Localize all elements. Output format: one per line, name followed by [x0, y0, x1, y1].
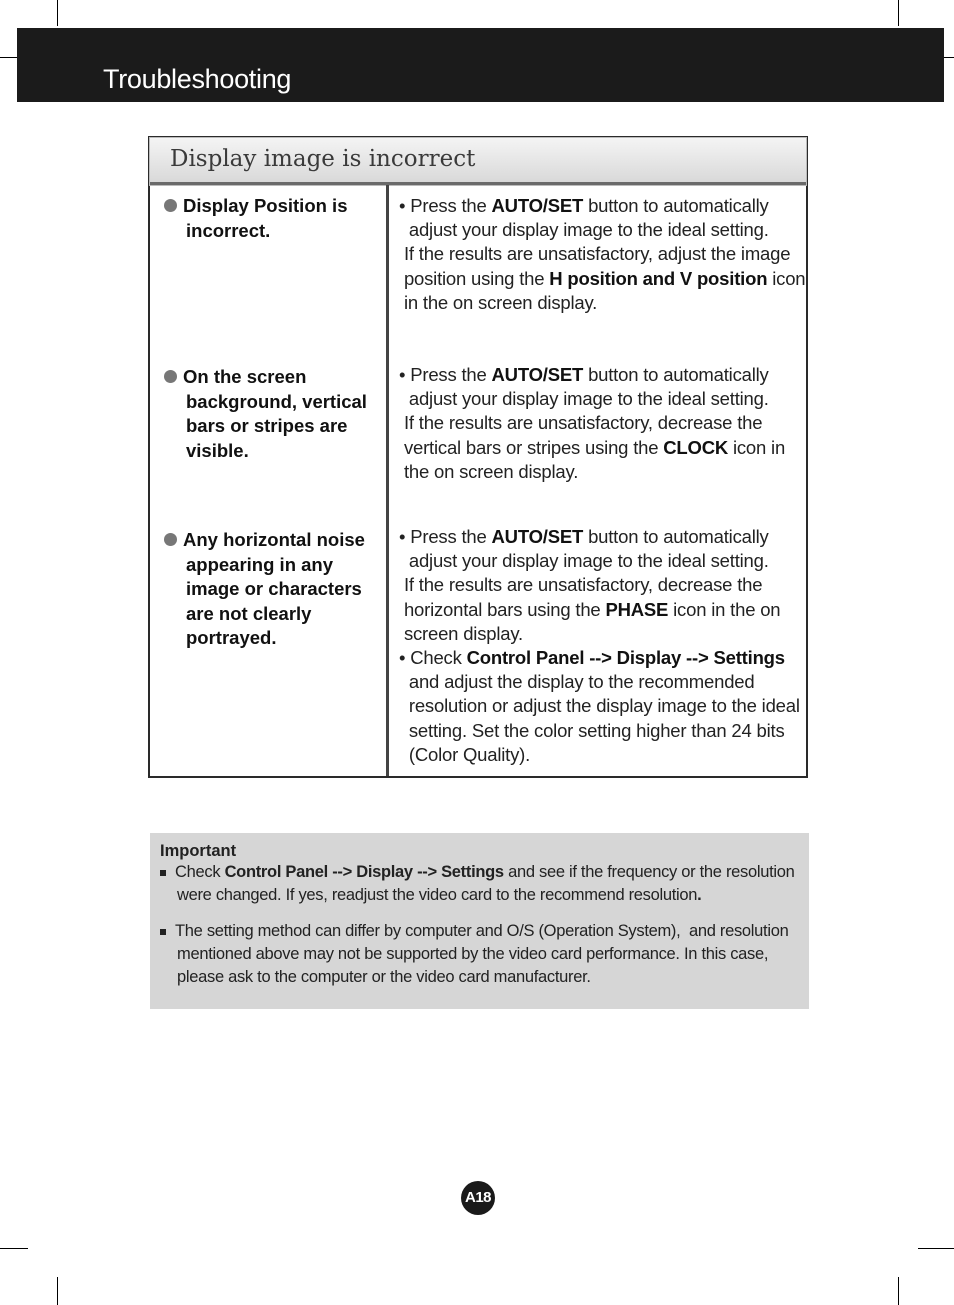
problem-line: are not clearly	[186, 602, 312, 624]
solution-line	[399, 460, 799, 484]
problem-line: visible.	[186, 439, 249, 461]
solution-2	[399, 363, 799, 484]
square-bullet-icon	[160, 929, 166, 935]
crop-mark	[944, 57, 954, 58]
text-run: button to automatically	[583, 364, 769, 385]
problem-line	[164, 365, 374, 390]
text-run: icon	[767, 267, 806, 289]
solution-line	[399, 646, 799, 670]
important-line	[160, 861, 795, 884]
important-line	[160, 884, 795, 907]
page-title: Troubleshooting	[103, 64, 292, 94]
important-item-1	[160, 861, 795, 907]
problem-line: background, vertical	[186, 390, 367, 412]
text-run: setting. Set the color setting higher than 24 bits	[399, 719, 785, 741]
text-run: screen display.	[399, 622, 523, 644]
text-run: • Check	[399, 647, 467, 669]
text-run: mentioned above may not be supported by the video card performance. In this case,	[177, 945, 769, 963]
bold-term: Control Panel --> Display --> Settings	[466, 647, 785, 669]
text-run: If the results are unsatisfactory, decrease the	[399, 574, 763, 596]
text-run: please ask to the computer or the video card manufacturer.	[177, 968, 591, 986]
solution-line	[399, 573, 799, 597]
bold-term: AUTO/SET	[491, 195, 584, 216]
text-run: icon in	[728, 436, 786, 458]
text-run: If the results are unsatisfactory, adjust the image	[399, 243, 791, 265]
text-run: vertical bars or stripes using the	[399, 436, 664, 458]
problem-text: Any horizontal noise	[183, 529, 365, 550]
crop-mark	[898, 1277, 899, 1305]
solution-line	[399, 719, 799, 743]
problem-line: appearing in any	[186, 553, 334, 575]
solution-line	[399, 387, 799, 411]
solution-line	[399, 363, 799, 387]
problem-1	[164, 194, 374, 243]
bullet-dot-icon	[164, 199, 177, 212]
text-run: • Press the	[399, 195, 492, 216]
text-run: Check	[175, 863, 225, 881]
bold-term: Control Panel --> Display --> Settings	[224, 863, 504, 881]
important-line	[160, 943, 788, 966]
text-run: button to automatically	[583, 526, 769, 547]
square-bullet-icon	[160, 870, 166, 876]
text-run: If the results are unsatisfactory, decrease the	[399, 412, 763, 434]
solution-line	[399, 194, 799, 218]
text-run: horizontal bars using the	[399, 598, 606, 620]
bold-term: H position and V position	[549, 267, 768, 289]
text-run: adjust your display image to the ideal setting.	[399, 550, 769, 572]
crop-mark	[57, 0, 58, 26]
bullet-dot-icon	[164, 370, 177, 383]
solution-line	[399, 411, 799, 435]
problem-line: bars or stripes are	[186, 415, 348, 436]
solution-line	[399, 670, 799, 694]
problem-text: Display Position is	[183, 195, 348, 216]
solution-line	[399, 694, 799, 718]
problem-line: portrayed.	[186, 627, 277, 648]
text-run: in the on screen display.	[399, 291, 598, 313]
text-run: (Color Quality).	[399, 743, 531, 765]
problem-line: image or characters	[186, 578, 362, 599]
text-run: • Press the	[399, 526, 492, 547]
problem-line	[164, 528, 374, 553]
text-run: icon in the on	[668, 598, 781, 620]
crop-mark	[57, 1277, 58, 1305]
bold-term: .	[697, 886, 702, 904]
text-run: resolution or adjust the display image to the ideal	[399, 695, 800, 717]
solution-3	[399, 525, 799, 767]
text-run: • Press the	[399, 364, 492, 385]
bold-term: CLOCK	[663, 436, 729, 458]
bold-term: PHASE	[605, 598, 669, 620]
text-run: the on screen display.	[399, 460, 579, 482]
solution-line	[399, 743, 799, 767]
column-divider	[386, 185, 389, 776]
table-header	[150, 138, 806, 185]
crop-mark	[0, 57, 17, 58]
solution-line	[399, 267, 806, 291]
solution-line	[399, 622, 799, 646]
problem-line: incorrect.	[186, 219, 271, 241]
text-run: and see if the frequency or the resolution	[503, 863, 795, 881]
problem-2	[164, 365, 374, 463]
important-item-2	[160, 920, 788, 989]
text-run: adjust your display image to the ideal setting.	[399, 388, 769, 410]
text-run: button to automatically	[583, 195, 769, 216]
crop-mark	[918, 1248, 954, 1249]
solution-line	[399, 291, 799, 315]
important-line	[160, 920, 788, 943]
solution-1	[399, 194, 806, 315]
important-line	[160, 966, 788, 989]
bold-term: AUTO/SET	[491, 364, 584, 385]
text-run: and adjust the display to the recommended	[399, 671, 755, 693]
solution-line	[399, 218, 799, 242]
problem-line	[164, 194, 374, 219]
solution-line	[399, 436, 799, 460]
problem-3	[164, 528, 374, 651]
page-number-badge: A18	[461, 1181, 495, 1215]
troubleshooting-table	[148, 136, 808, 778]
problem-text: On the screen	[183, 366, 307, 387]
text-run: The setting method can differ by computer and O/S (Operation System), and resolution	[175, 922, 789, 940]
solution-line	[399, 525, 799, 549]
solution-line	[399, 549, 799, 573]
text-run: position using the	[399, 267, 550, 289]
crop-mark	[0, 1248, 28, 1249]
bullet-dot-icon	[164, 533, 177, 546]
important-note	[150, 833, 809, 1009]
solution-line	[399, 242, 799, 266]
solution-line	[399, 598, 799, 622]
text-run: were changed. If yes, readjust the video card to the recommend resolution	[177, 886, 698, 904]
crop-mark	[898, 0, 899, 26]
text-run: adjust your display image to the ideal setting.	[399, 219, 769, 241]
bold-term: AUTO/SET	[491, 526, 584, 547]
important-title: Important	[160, 842, 237, 860]
table-title: Display image is incorrect	[170, 146, 476, 172]
